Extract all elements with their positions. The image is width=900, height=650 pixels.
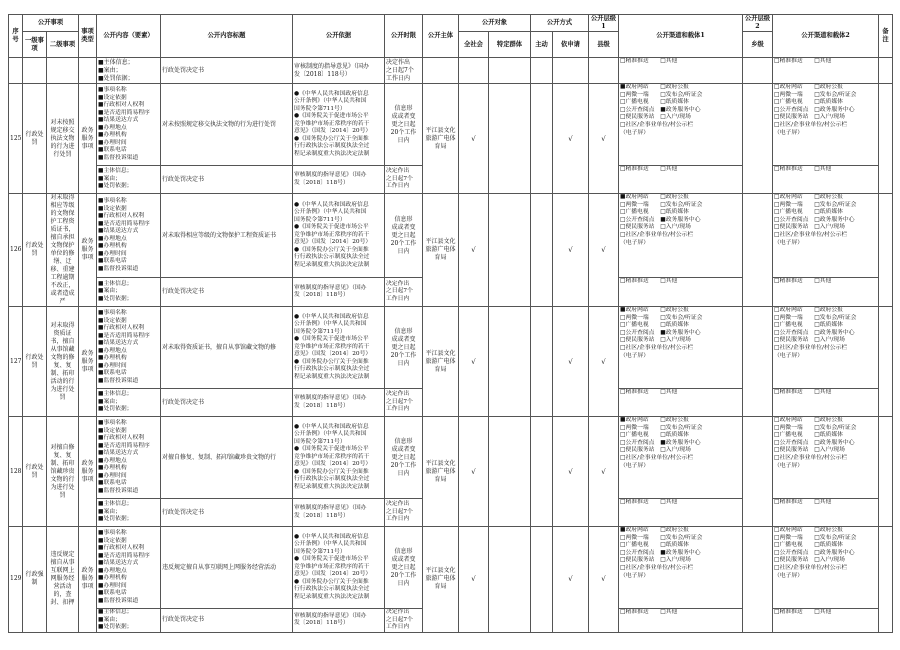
row-decision-basis: 审核制度的指导意见》（国办 发〔2018〕118号） <box>293 389 385 417</box>
header-seq: 序号 <box>9 15 23 58</box>
row-method-apply-check: √ <box>553 84 589 194</box>
row-time-limit: 信息形 成或者变 更之日起 20个工作 日内 <box>385 417 423 499</box>
row-decision-title: 行政处罚决定书 <box>161 278 293 307</box>
header-layer2: 公开层级2 <box>743 15 773 32</box>
row-elements: ■事项名称 ■设定依据 ■行政相对人权利 ■是否适用简易程序 ■结果送达方式 ■办理地点 ■办理机构 ■办理时间 ■联系电话 ■监督投诉渠道 <box>97 527 161 609</box>
row-content-title: 违反规定擅自从事互联网上网服务经营活动 <box>161 527 293 609</box>
top-decision-title: 行政处罚决定书 <box>161 58 293 84</box>
row-decision-basis: 审核制度的指导意见》（国办 发〔2018〕118号） <box>293 278 385 307</box>
row-elements: ■事项名称 ■设定依据 ■行政相对人权利 ■是否适用简易程序 ■结果送达方式 ■办理地点 ■办理机构 ■办理时间 ■联系电话 ■监督投诉渠道 <box>97 84 161 166</box>
row-decision-items: ■主体信息； ■案由； ■处罚依据； <box>97 609 161 633</box>
row-decision-title: 行政处罚决定书 <box>161 166 293 194</box>
header-target-group: 特定群体 <box>489 32 531 58</box>
row-channel1-tail: □精准推送 □其他 <box>619 499 743 527</box>
row-remark <box>879 84 893 194</box>
row-method-apply-check: √ <box>553 307 589 417</box>
row-level2: 对擅自修复、复制、拓印馆藏珍贵文物的行为进行处罚 <box>47 417 79 527</box>
row-content-title: 对未取得相应等级的文物保护工程资质证书 <box>161 194 293 278</box>
row-decision-items: ■主体信息； ■案由； ■处罚依据； <box>97 278 161 307</box>
row-county-check: √ <box>589 527 619 633</box>
row-time-limit: 信息形 成或者变 更之日起 20个工作 日内 <box>385 527 423 609</box>
table-row <box>9 84 893 166</box>
row-channel1: ■政府网站 □政府公报 □两微一端 □发布会/听证会 □广播电视 □纸质媒体 □公开查阅点 ■政务服务中心 □便民服务站 □入户/现场 □社区/企事业单位/村公示栏 （电子屏） <box>619 84 743 166</box>
row-target-group <box>489 417 531 527</box>
row-method-active <box>531 307 553 417</box>
header-content: 公开内容（要素） <box>97 15 161 58</box>
row-seq: 126 <box>9 194 23 307</box>
table-row <box>9 417 893 499</box>
row-target-all-check: √ <box>459 194 489 307</box>
row-basis: ●《中华人民共和国政府信息 公开条例》（中华人民共和国 国务院令第711号） ●《国务院关于促进市场公平 竞争维护市场正常秩序的若干 意见》（国发〔2014〕20号） ●《国务院办公厅关于全面推 行行政执法公示制度执法全过 程记录制度重大执法决定法制 <box>293 307 385 389</box>
row-remark <box>879 417 893 527</box>
row-channel1-tail: □精准推送 □其他 <box>619 389 743 417</box>
row-time-limit: 信息形 成或者变 更之日起 20个工作 日内 <box>385 84 423 166</box>
row-channel2-tail: □精准推送 □其他 <box>773 389 879 417</box>
header-method-apply: 依申请 <box>553 32 589 58</box>
header-remark: 备注 <box>879 15 893 58</box>
header-content-title: 公开内容标题 <box>161 15 293 58</box>
row-elements: ■事项名称 ■设定依据 ■行政相对人权利 ■是否适用简易程序 ■结果送达方式 ■办理地点 ■办理机构 ■办理时间 ■联系电话 ■监督投诉渠道 <box>97 194 161 278</box>
row-method-apply-check: √ <box>553 527 589 633</box>
header-township: 乡级 <box>743 32 773 58</box>
row-channel1-tail: □精准推送 □其他 <box>619 278 743 307</box>
top-time: 决定作出 之日起7个 工作日内 <box>385 58 423 84</box>
row-decision-time: 决定作出 之日起7个 工作日内 <box>385 609 423 633</box>
row-decision-title: 行政处罚决定书 <box>161 389 293 417</box>
row-method-active <box>531 84 553 194</box>
row-decision-basis: 审核制度的指导意见》（国办 发〔2018〕118号） <box>293 609 385 633</box>
row-decision-title: 行政处罚决定书 <box>161 499 293 527</box>
row-basis: ●《中华人民共和国政府信息 公开条例》（中华人民共和国 国务院令第711号） ●《国务院关于促进市场公平 竞争维护市场正常秩序的若干 意见》（国发〔2014〕20号） ●《国务院办公厅关于全面推 行行政执法公示制度执法全过 程记录制度重大执法决定法制 <box>293 194 385 278</box>
row-county-check: √ <box>589 417 619 527</box>
header-matters: 公开事项 <box>23 15 79 32</box>
table-row <box>9 194 893 278</box>
row-seq: 127 <box>9 307 23 417</box>
row-channel2: □政府网站 □政府公报 □两微一端 □发布会/听证会 □广播电视 □纸质媒体 □公开查阅点 □政务服务中心 □便民服务站 □入户/现场 □社区/企事业单位/村公示栏 （电子屏） <box>773 417 879 499</box>
row-time-limit: 信息形 成或者变 更之日起 20个工作 日内 <box>385 307 423 389</box>
row-decision-title: 行政处罚决定书 <box>161 609 293 633</box>
row-seq: 125 <box>9 84 23 194</box>
row-target-all-check: √ <box>459 84 489 194</box>
row-level2: 对未取得相应等级的文物保护工程资质证书，擅自承担文物保护单位的修缮、迁移、重建工程逾期不改正，或者造成严 <box>47 194 79 307</box>
row-decision-time: 决定作出 之日起7个 工作日内 <box>385 389 423 417</box>
row-decision-basis: 审核制度的指导意见》（国办 发〔2018〕118号） <box>293 166 385 194</box>
row-level2: 对未按照规定移交执法文物的行为进行处罚 <box>47 84 79 194</box>
row-township <box>743 417 773 527</box>
header-level1: 一级事项 <box>23 32 47 58</box>
row-level2: 对未取得资质证书，擅自从事馆藏文物的修复、复制、拓印活动的行为进行处罚 <box>47 307 79 417</box>
row-channel1-tail: □精准推送 □其他 <box>619 609 743 633</box>
row-decision-basis: 审核制度的指导意见》（国办 发〔2018〕118号） <box>293 499 385 527</box>
header-layer1: 公开层级1 <box>589 15 619 32</box>
table-row <box>9 527 893 609</box>
header-time-limit: 公开时限 <box>385 15 423 58</box>
row-elements: ■事项名称 ■设定依据 ■行政相对人权利 ■是否适用简易程序 ■结果送达方式 ■办理地点 ■办理机构 ■办理时间 ■联系电话 ■监督投诉渠道 <box>97 417 161 499</box>
row-matter-type: 政务服务事项 <box>79 527 97 633</box>
top-channel1: □精准推送 □其他 <box>619 58 743 84</box>
header-channel1: 公开渠道和载体1 <box>619 15 743 58</box>
row-method-active <box>531 527 553 633</box>
row-remark <box>879 194 893 307</box>
row-county-check: √ <box>589 307 619 417</box>
row-decision-items: ■主体信息； ■案由； ■处罚依据； <box>97 499 161 527</box>
row-level1: 行政处罚 <box>23 194 47 307</box>
row-channel1: ■政府网站 □政府公报 □两微一端 □发布会/听证会 □广播电视 □纸质媒体 □公开查阅点 ■政务服务中心 □便民服务站 □入户/现场 □社区/企事业单位/村公示栏 （电子屏） <box>619 417 743 499</box>
row-target-all-check: √ <box>459 307 489 417</box>
row-time-limit: 信息形 成或者变 更之日起 20个工作 日内 <box>385 194 423 278</box>
row-target-all-check: √ <box>459 417 489 527</box>
row-decision-items: ■主体信息； ■案由； ■处罚依据； <box>97 166 161 194</box>
top-channel2: □精准推送 □其他 <box>773 58 879 84</box>
row-elements: ■事项名称 ■设定依据 ■行政相对人权利 ■是否适用简易程序 ■结果送达方式 ■办理地点 ■办理机构 ■办理时间 ■联系电话 ■监督投诉渠道 <box>97 307 161 389</box>
row-target-group <box>489 84 531 194</box>
top-partial-row <box>9 58 893 84</box>
row-matter-type: 政务服务事项 <box>79 307 97 417</box>
row-target-group <box>489 307 531 417</box>
row-method-apply-check: √ <box>553 194 589 307</box>
row-level1: 行政处罚 <box>23 307 47 417</box>
header-subject: 公开主体 <box>423 15 459 58</box>
top-basis: 审核制度的指导意见》（国办 发〔2018〕118号） <box>293 58 385 84</box>
row-township <box>743 194 773 307</box>
row-county-check: √ <box>589 84 619 194</box>
row-decision-items: ■主体信息； ■案由； ■处罚依据； <box>97 389 161 417</box>
row-content-title: 对未按照规定移交执法文物的行为进行处罚 <box>161 84 293 166</box>
row-channel1: ■政府网站 □政府公报 □两微一端 □发布会/听证会 □广播电视 □纸质媒体 □公开查阅点 ■政务服务中心 □便民服务站 □入户/现场 □社区/企事业单位/村公示栏 （电子屏） <box>619 527 743 609</box>
row-channel1: ■政府网站 □政府公报 □两微一端 □发布会/听证会 □广播电视 □纸质媒体 □公开查阅点 ■政务服务中心 □便民服务站 □入户/现场 □社区/企事业单位/村公示栏 （电子屏） <box>619 194 743 278</box>
row-content-title: 对未取得资质证书，擅自从事馆藏文物的修 <box>161 307 293 389</box>
row-channel2-tail: □精准推送 □其他 <box>773 278 879 307</box>
row-channel2: □政府网站 □政府公报 □两微一端 □发布会/听证会 □广播电视 □纸质媒体 □公开查阅点 □政务服务中心 □便民服务站 □入户/现场 □社区/企事业单位/村公示栏 （电子屏） <box>773 527 879 609</box>
row-target-group <box>489 194 531 307</box>
row-channel2: □政府网站 □政府公报 □两微一端 □发布会/听证会 □广播电视 □纸质媒体 □公开查阅点 □政务服务中心 □便民服务站 □入户/现场 □社区/企事业单位/村公示栏 （电子屏） <box>773 307 879 389</box>
row-level2: 违反规定擅自从事互联网上网服务经营活动的，查封、扣押 <box>47 527 79 633</box>
row-method-active <box>531 417 553 527</box>
row-subject: 平江县文化旅游广电体育局 <box>423 84 459 194</box>
row-seq: 129 <box>9 527 23 633</box>
row-channel1-tail: □精准推送 □其他 <box>619 166 743 194</box>
row-level1: 行政处罚 <box>23 417 47 527</box>
row-matter-type: 政务服务事项 <box>79 194 97 307</box>
row-target-group <box>489 527 531 633</box>
row-level1: 行政强制 <box>23 527 47 633</box>
row-subject: 平江县文化旅游广电体育局 <box>423 194 459 307</box>
row-subject: 平江县文化旅游广电体育局 <box>423 417 459 527</box>
row-decision-time: 决定作出 之日起7个 工作日内 <box>385 499 423 527</box>
header-county: 县级 <box>589 32 619 58</box>
row-channel2-tail: □精准推送 □其他 <box>773 166 879 194</box>
disclosure-table <box>8 14 893 633</box>
row-decision-time: 决定作出 之日起7个 工作日内 <box>385 278 423 307</box>
row-remark <box>879 527 893 633</box>
row-basis: ●《中华人民共和国政府信息 公开条例》（中华人民共和国 国务院令第711号） ●《国务院关于促进市场公平 竞争维护市场正常秩序的若干 意见》（国发〔2014〕20号） ●《国务院办公厅关于全面推 行行政执法公示制度执法全过 程记录制度重大执法决定法制 <box>293 417 385 499</box>
row-remark <box>879 307 893 417</box>
header-target: 公开对象 <box>459 15 531 32</box>
header-method-active: 主动 <box>531 32 553 58</box>
row-basis: ●《中华人民共和国政府信息 公开条例》（中华人民共和国 国务院令第711号） ●《国务院关于促进市场公平 竞争维护市场正常秩序的若干 意见》（国发〔2014〕20号） ●《国务院办公厅关于全面推 行行政执法公示制度执法全过 程记录制度重大执法决定法制 <box>293 527 385 609</box>
row-channel2: □政府网站 □政府公报 □两微一端 □发布会/听证会 □广播电视 □纸质媒体 □公开查阅点 □政务服务中心 □便民服务站 □入户/现场 □社区/企事业单位/村公示栏 （电子屏） <box>773 194 879 278</box>
row-subject: 平江县文化旅游广电体育局 <box>423 527 459 633</box>
header-method: 公开方式 <box>531 15 589 32</box>
header-basis: 公开依据 <box>293 15 385 58</box>
row-matter-type: 政务服务事项 <box>79 417 97 527</box>
row-seq: 128 <box>9 417 23 527</box>
row-channel1: ■政府网站 □政府公报 □两微一端 □发布会/听证会 □广播电视 □纸质媒体 □公开查阅点 ■政务服务中心 □便民服务站 □入户/现场 □社区/企事业单位/村公示栏 （电子屏） <box>619 307 743 389</box>
header-level2: 二级事项 <box>47 32 79 58</box>
row-township <box>743 307 773 417</box>
row-basis: ●《中华人民共和国政府信息 公开条例》（中华人民共和国 国务院令第711号） ●《国务院关于促进市场公平 竞争维护市场正常秩序的若干 意见》（国发〔2014〕20号） ●《国务院办公厅关于全面推 行行政执法公示制度执法全过 程记录制度重大执法决定法制 <box>293 84 385 166</box>
row-method-active <box>531 194 553 307</box>
table-row <box>9 307 893 389</box>
row-content-title: 对擅自修复、复制、拓印馆藏珍贵文物的行 <box>161 417 293 499</box>
row-channel2-tail: □精准推送 □其他 <box>773 609 879 633</box>
top-decision-items: ■主体信息； ■案由； ■处罚依据； <box>97 58 161 84</box>
row-channel2: □政府网站 □政府公报 □两微一端 □发布会/听证会 □广播电视 □纸质媒体 □公开查阅点 □政务服务中心 □便民服务站 □入户/现场 □社区/企事业单位/村公示栏 （电子屏） <box>773 84 879 166</box>
row-target-all-check: √ <box>459 527 489 633</box>
row-county-check: √ <box>589 194 619 307</box>
header-target-all: 全社会 <box>459 32 489 58</box>
header-matter-type: 事项类型 <box>79 15 97 58</box>
header-channel2: 公开渠道和载体2 <box>773 15 879 58</box>
row-township <box>743 84 773 194</box>
row-township <box>743 527 773 633</box>
row-channel2-tail: □精准推送 □其他 <box>773 499 879 527</box>
row-subject: 平江县文化旅游广电体育局 <box>423 307 459 417</box>
row-method-apply-check: √ <box>553 417 589 527</box>
row-level1: 行政处罚 <box>23 84 47 194</box>
row-matter-type: 政务服务事项 <box>79 84 97 194</box>
row-decision-time: 决定作出 之日起7个 工作日内 <box>385 166 423 194</box>
